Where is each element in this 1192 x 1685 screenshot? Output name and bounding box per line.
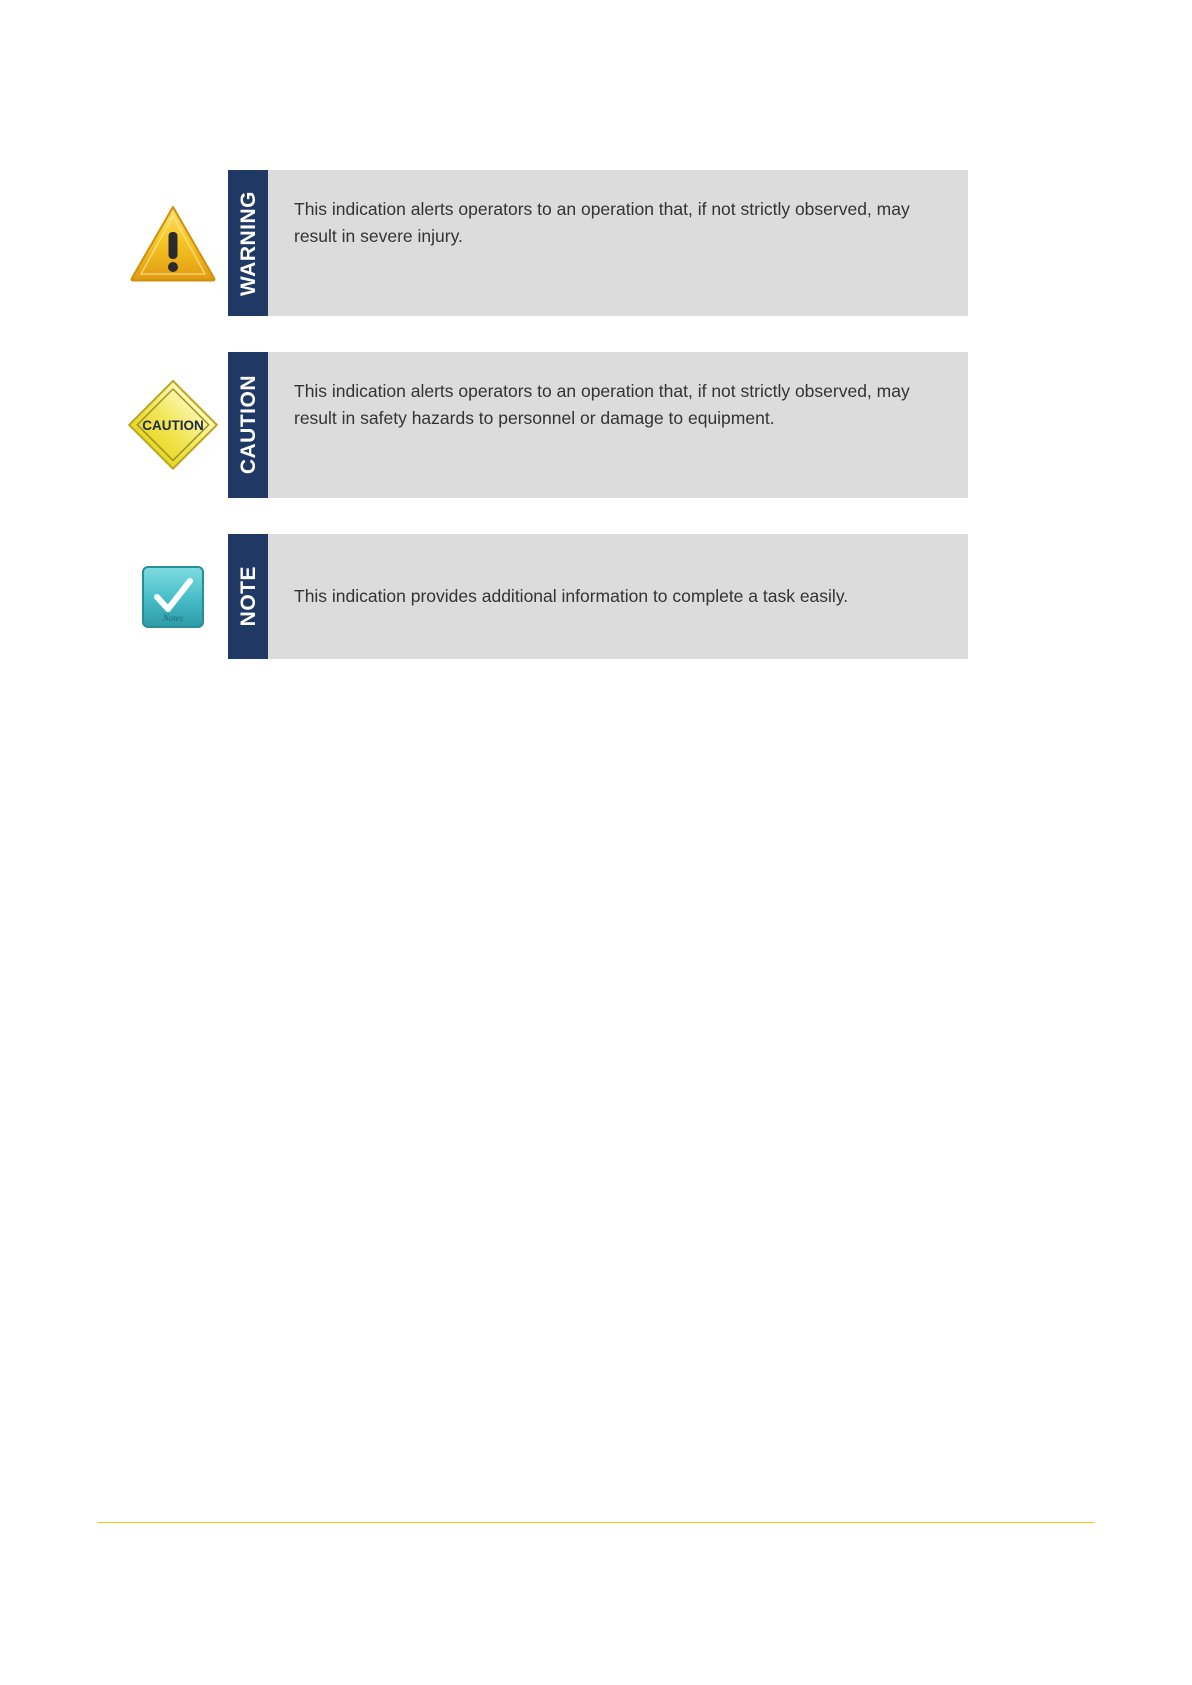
callout-note: [118, 534, 968, 659]
callout-caution-text: This indication alerts operators to an operation that, if not strictly observed, may result in safety hazards to personnel or damage to equipment.: [268, 352, 968, 498]
warning-triangle-icon: [130, 204, 216, 282]
callout-note-label: NOTE: [236, 566, 260, 627]
callout-warning: [118, 170, 968, 316]
svg-text:Notes: Notes: [162, 612, 184, 623]
caution-diamond-icon: [127, 379, 219, 471]
callout-warning-label-bar: [228, 170, 268, 316]
callout-caution-label-bar: [228, 352, 268, 498]
callout-warning-label: WARNING: [236, 190, 260, 296]
callout-caution-label: CAUTION: [236, 375, 260, 475]
callout-caution-icon-column: [118, 352, 228, 498]
callout-warning-icon-column: [118, 170, 228, 316]
callout-warning-text: This indication alerts operators to an operation that, if not strictly observed, may result in severe injury.: [268, 170, 968, 316]
callout-note-text: This indication provides additional information to complete a task easily.: [268, 534, 968, 659]
note-checkmark-icon: [140, 564, 206, 630]
footer-divider: [98, 1522, 1094, 1523]
callout-note-label-bar: [228, 534, 268, 659]
callout-note-icon-column: [118, 534, 228, 659]
callout-caution: [118, 352, 968, 498]
callout-list: [118, 170, 968, 695]
svg-text:CAUTION: CAUTION: [142, 418, 204, 433]
